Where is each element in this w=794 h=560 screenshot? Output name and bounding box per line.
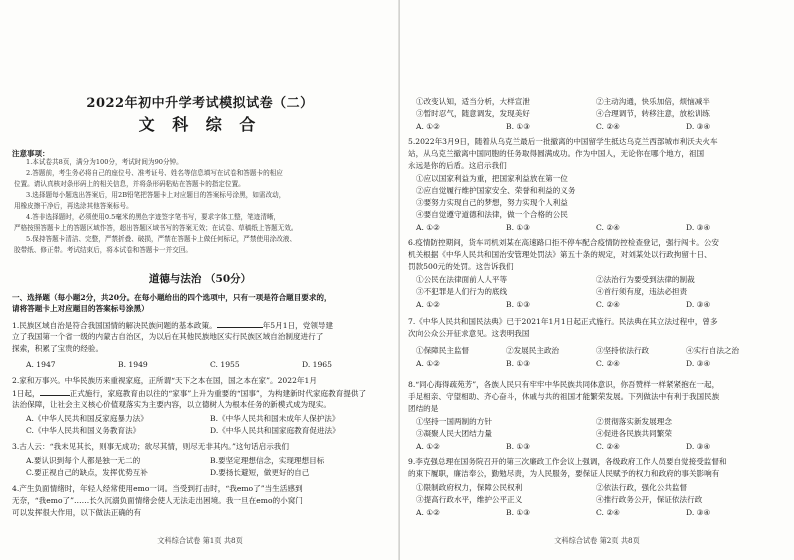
notice-line: 2.答题前，考生务必将自己的座位号、准考证号、姓名等信息填写在试卷和答题卡的相应 <box>26 169 283 177</box>
option-c: C. 1955 <box>210 360 240 369</box>
q9-option-1: ①限制政府权力，保障公民权利 <box>416 483 523 492</box>
option-b: B. 1949 <box>118 360 148 369</box>
q5-option-3: ③要努力实现自己的梦想，努力实现个人利益 <box>416 198 568 207</box>
answer-blank <box>40 387 70 396</box>
q5-option-4: ④要自觉遵守道德和法律，做一个合格的公民 <box>416 210 568 219</box>
q4-option-4: ④合理调节，转移注意，放松训练 <box>596 109 710 118</box>
question-text: 的束下履职，廉洁奉公，勤勉尽责，为人民服务，要保证人民赋予的权力和政府的事关影响有 <box>408 469 720 478</box>
choice-c: C. ②④ <box>596 300 620 309</box>
notice-line: 5.保持答题卡清洁、完整，严禁折叠、破损，严禁在答题卡上做任何标记，严禁使用涂改液、 <box>26 235 297 243</box>
option-a: A.《中华人民共和国反家庭暴力法》 <box>26 414 148 423</box>
q6-option-4: ④首行须有度，违法必担责 <box>596 287 688 296</box>
question-text: 手足相亲、守望相助、齐心奋斗，休戚与共的祖国才能繁荣发展。下列做法中有利于我国民族 <box>408 392 720 401</box>
section-title: 道德与法治 （50分） <box>148 273 252 285</box>
question-3: 3.古人云：“我未见其长，则事无成功；欲尽其情，则尽无非其内。”这句话启示我们 <box>12 442 289 451</box>
question-text: 探索，积累了宝贵的经验。 <box>12 344 104 353</box>
q9-option-3: ③提高行政水平，维护公平正义 <box>416 495 523 504</box>
notice-line: 胶带纸、修正带。考试结束后，将本试卷和答题卡一并交回。 <box>14 246 193 254</box>
q7-option-3: ③坚持依法行政 <box>596 346 650 355</box>
q5-option-2: ②应自觉履行维护国家安全、荣誉和利益的义务 <box>416 186 576 195</box>
notice-line: 3.选择题每小题选出答案后，用2B铅笔把答题卡上对应题目的答案标号涂黑，如需改动， <box>26 191 286 199</box>
choice-d: D. ③④ <box>686 442 711 451</box>
question-text <box>12 387 366 400</box>
answer-blank <box>217 319 263 328</box>
exam-title: 2022年初中升学考试模拟试卷（二） <box>86 96 314 111</box>
question-text: 1.民族区域自治是符合我国国情的解决民族问题的基本政策。 <box>12 321 217 330</box>
choice-a: A. ①② <box>416 359 440 368</box>
notice-line: 4.答非选择题时，必须使用0.5毫米的黑色字迹签字笔书写，要求字体工整，笔迹清晰， <box>26 213 281 221</box>
question-text: 机关根据《中华人民共和国治安管理处罚法》第五十条的规定，对刘某处以行政拘留十日、 <box>408 250 712 259</box>
q5-option-1: ①应以国家利益为重，把国家利益放在第一位 <box>416 174 568 183</box>
choice-b: B. ①③ <box>506 442 531 451</box>
q9-option-2: ②依法行政，强化公共监督 <box>596 483 688 492</box>
q4-option-3: ③暂时忍气，随意调发，发现美好 <box>416 109 530 118</box>
q8-option-2: ②贯彻落实新发展理念 <box>596 417 672 426</box>
option-b: B.要坚定理想信念，实现理想目标 <box>210 456 325 465</box>
question-7: 7.《中华人民共和国民法典》已于2021年1月1日起正式施行。民法典在其立法过程中，曾多 <box>408 317 718 326</box>
question-8: 8.“同心海得疏苑芳”，各族人民只有牢牢中华民族共同体意识，你吾赞样一样紧紧抱在一起， <box>408 380 720 389</box>
choice-a: A. ①② <box>416 300 440 309</box>
choice-c: C. ②④ <box>596 508 620 517</box>
choice-a: A. ①② <box>416 122 440 131</box>
question-text: 永远是你的后盾。这启示我们 <box>408 161 507 170</box>
question-text: 年5月1日，党领导建 <box>262 321 334 330</box>
notice-line: 严格按照答题卡上的答题区域作答，超出答题区域书写的答案无效；在试卷、草稿纸上答题无效。 <box>14 224 298 232</box>
choice-a: A. ①② <box>416 508 440 517</box>
choice-a: A. ①② <box>416 223 440 232</box>
choice-c: C. ②④ <box>596 223 620 232</box>
option-b: B.《中华人民共和国未成年人保护法》 <box>210 414 340 423</box>
notice-heading: 注意事项： <box>12 149 50 158</box>
option-a: A.要认识到每个人都是独一无二的 <box>26 456 141 465</box>
choice-d: D. ③④ <box>686 359 711 368</box>
choice-b: B. ①③ <box>506 300 531 309</box>
q9-option-4: ④推行政务公开，保证依法行政 <box>596 495 703 504</box>
page-footer: 文科综合试卷 第1页 共8页 <box>157 536 243 545</box>
option-d: D.要扬长避短，做更好的自己 <box>210 468 310 477</box>
part-heading: 请将答题卡上对应题目的答案标号涂黑） <box>12 304 149 313</box>
notice-line: 位置。请认真核对条形码上的相关信息，并将条形码粘贴在答题卡的指定位置。 <box>14 180 245 188</box>
q6-option-1: ①公民在法律面前人人平等 <box>416 275 508 284</box>
question-text: 次向公众公开征求意见。这表明我国 <box>408 329 530 338</box>
question-text: 无奈，“我emo了”……长久沉溺负面情绪会使人无法走出困境。我一旦在emo的小窝门 <box>12 496 303 505</box>
option-c: C.《中华人民共和国义务教育法》 <box>26 426 141 435</box>
q8-option-1: ①坚持一国两制的方针 <box>416 417 492 426</box>
option-d: D.《中华人民共和国家庭教育促进法》 <box>210 426 340 435</box>
choice-d: D. ③④ <box>686 223 711 232</box>
question-text: 站，从乌克兰撤离中国同胞的任务取得圆满成功。作为中国人，无论你在哪个地方，祖国 <box>408 149 705 158</box>
question-text: 罚款500元的处罚。这告诉我们 <box>408 262 514 271</box>
page-footer: 文科综合试卷 第2页 共8页 <box>554 536 640 545</box>
question-text: 团结的是 <box>408 404 439 413</box>
question-9: 9.李克强总理在国务院召开的第三次廉政工作会议上强调，各级政府工作人员要自觉接受监督和 <box>408 457 727 466</box>
q7-option-2: ②发展民主政治 <box>506 346 560 355</box>
choice-c: C. ②④ <box>596 442 620 451</box>
q8-option-4: ④促进各民族共同繁荣 <box>596 429 672 438</box>
q7-option-4: ④实行自法之治 <box>686 346 740 355</box>
q7-option-1: ①保障民主监督 <box>416 346 470 355</box>
choice-c: C. ②④ <box>596 359 620 368</box>
notice-line: 用橡皮擦干净后，再选涂其他答案标号。 <box>14 202 133 210</box>
notice-line: 1.本试卷共8页，满分为100分，考试时间为90分钟。 <box>26 158 183 166</box>
choice-b: B. ①③ <box>506 122 531 131</box>
choice-b: B. ①③ <box>506 223 531 232</box>
q6-option-3: ③不犯罪是人们行为的底线 <box>416 287 508 296</box>
question-6: 6.疫情防控期间，货车司机刘某在高速路口拒不停车配合疫情防控检查登记，强行闯卡。公安 <box>408 238 719 247</box>
q8-option-3: ③凝聚人民大团结力量 <box>416 429 492 438</box>
q4-option-2: ②主动沟通，快乐加倍，烦恼减半 <box>596 97 710 106</box>
question-text: 立了我国第一个省一级的内蒙古自治区，为以后在其他民族地区实行民族区域自治制度进行了 <box>12 332 324 341</box>
choice-d: D. ③④ <box>686 508 711 517</box>
option-d: D. 1965 <box>302 360 332 369</box>
choice-b: B. ①③ <box>506 508 531 517</box>
choice-a: A. ①② <box>416 442 440 451</box>
q4-option-1: ①改变认知，适当分析，大样宣泄 <box>416 97 530 106</box>
exam-subtitle: 文 科 综 合 <box>138 115 262 134</box>
exam-page-2 <box>400 0 794 560</box>
question-2: 2.家和万事兴。中华民族历来重视家庭，正所谓“天下之本在国，国之本在家”。2022年1月 <box>12 376 317 385</box>
question-text: 法治保障，让社会主义核心价值观落实为主要内容，以立德树人为根本任务的新模式成为现实。 <box>12 400 331 409</box>
part-heading: 一、选择题（每小题2分，共20分。在每小题给出的四个选项中，只有一项是符合题目要求的， <box>12 293 332 302</box>
q6-option-2: ②法治行为要受到法律的制裁 <box>596 275 695 284</box>
choice-d: D. ③④ <box>686 300 711 309</box>
choice-d: D. ③④ <box>686 122 711 131</box>
question-text: 1日起， <box>12 389 40 398</box>
choice-c: C. ②④ <box>596 122 620 131</box>
question-text: 正式施行，家庭教育由以往的“家事”上升为重要的“国事”，为构建新时代家庭教育提供了 <box>69 389 367 398</box>
question-text: 可以发挥很大作用，以下做法正确的有 <box>12 508 142 517</box>
choice-b: B. ①③ <box>506 359 531 368</box>
question-4: 4.产生负面情绪时，年轻人经常使用emo一词。当受到打击时，“我emo了”当生活感到 <box>12 484 303 493</box>
question-1 <box>12 319 333 332</box>
option-a: A. 1947 <box>26 360 56 369</box>
question-5: 5.2022年3月9日，随着从乌克兰最后一批撤离的中国留学生抵达乌克兰西部城市利沃夫火车 <box>408 137 718 146</box>
option-c: C.要正视自己的缺点，发挥优势互补 <box>26 468 148 477</box>
